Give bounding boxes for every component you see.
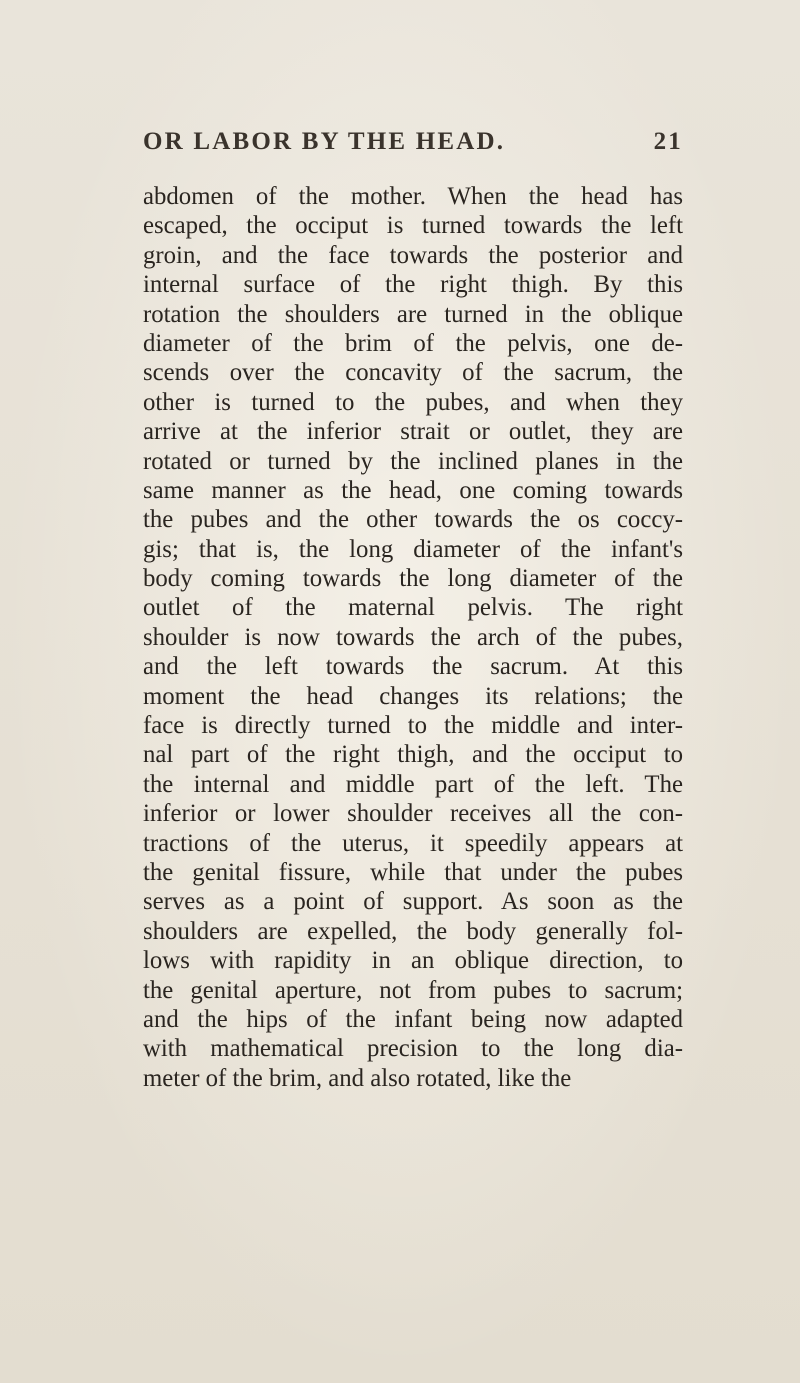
text-line: and the left towards the sacrum. At this: [143, 653, 683, 681]
text-line: with mathematical precision to the long dia-: [143, 1035, 683, 1063]
text-line: lows with rapidity in an oblique direction, to: [143, 947, 683, 975]
text-line: arrive at the inferior strait or outlet, they are: [143, 418, 683, 446]
page-number: 21: [653, 128, 683, 155]
text-line: internal surface of the right thigh. By this: [143, 271, 683, 299]
text-line: same manner as the head, one coming towards: [143, 476, 683, 504]
text-line: gis; that is, the long diameter of the infant's: [143, 535, 683, 563]
text-line: shoulder is now towards the arch of the pubes,: [143, 623, 683, 651]
text-line: groin, and the face towards the posterior and: [143, 241, 683, 269]
text-line: face is directly turned to the middle and inter-: [143, 712, 683, 740]
text-line: diameter of the brim of the pelvis, one de-: [143, 329, 683, 357]
text-line: shoulders are expelled, the body generally fol-: [143, 917, 683, 945]
text-line: serves as a point of support. As soon as the: [143, 888, 683, 916]
text-line: tractions of the uterus, it speedily appears at: [143, 829, 683, 857]
text-line: the genital fissure, while that under the pubes: [143, 858, 683, 886]
text-line: other is turned to the pubes, and when they: [143, 388, 683, 416]
text-line: abdomen of the mother. When the head has: [143, 183, 683, 210]
text-line: the pubes and the other towards the os coccy-: [143, 506, 683, 534]
text-line: the genital aperture, not from pubes to sacrum;: [143, 976, 683, 1004]
text-line: scends over the concavity of the sacrum, the: [143, 359, 683, 387]
running-head: [143, 128, 683, 162]
text-line: moment the head changes its relations; the: [143, 682, 683, 710]
text-line: body coming towards the long diameter of the: [143, 565, 683, 593]
text-line: nal part of the right thigh, and the occiput to: [143, 741, 683, 769]
text-line: the internal and middle part of the left. The: [143, 770, 683, 798]
text-line: outlet of the maternal pelvis. The right: [143, 594, 683, 622]
text-line: rotation the shoulders are turned in the oblique: [143, 300, 683, 328]
text-line: meter of the brim, and also rotated, like the: [143, 1064, 572, 1092]
text-line: escaped, the occiput is turned towards the left: [143, 212, 683, 240]
body-text: [143, 182, 683, 1093]
text-line: inferior or lower shoulder receives all the con-: [143, 800, 683, 828]
running-head-title: OR LABOR BY THE HEAD.: [143, 128, 506, 155]
text-line: rotated or turned by the inclined planes in the: [143, 447, 683, 475]
text-line: and the hips of the infant being now adapted: [143, 1005, 683, 1033]
